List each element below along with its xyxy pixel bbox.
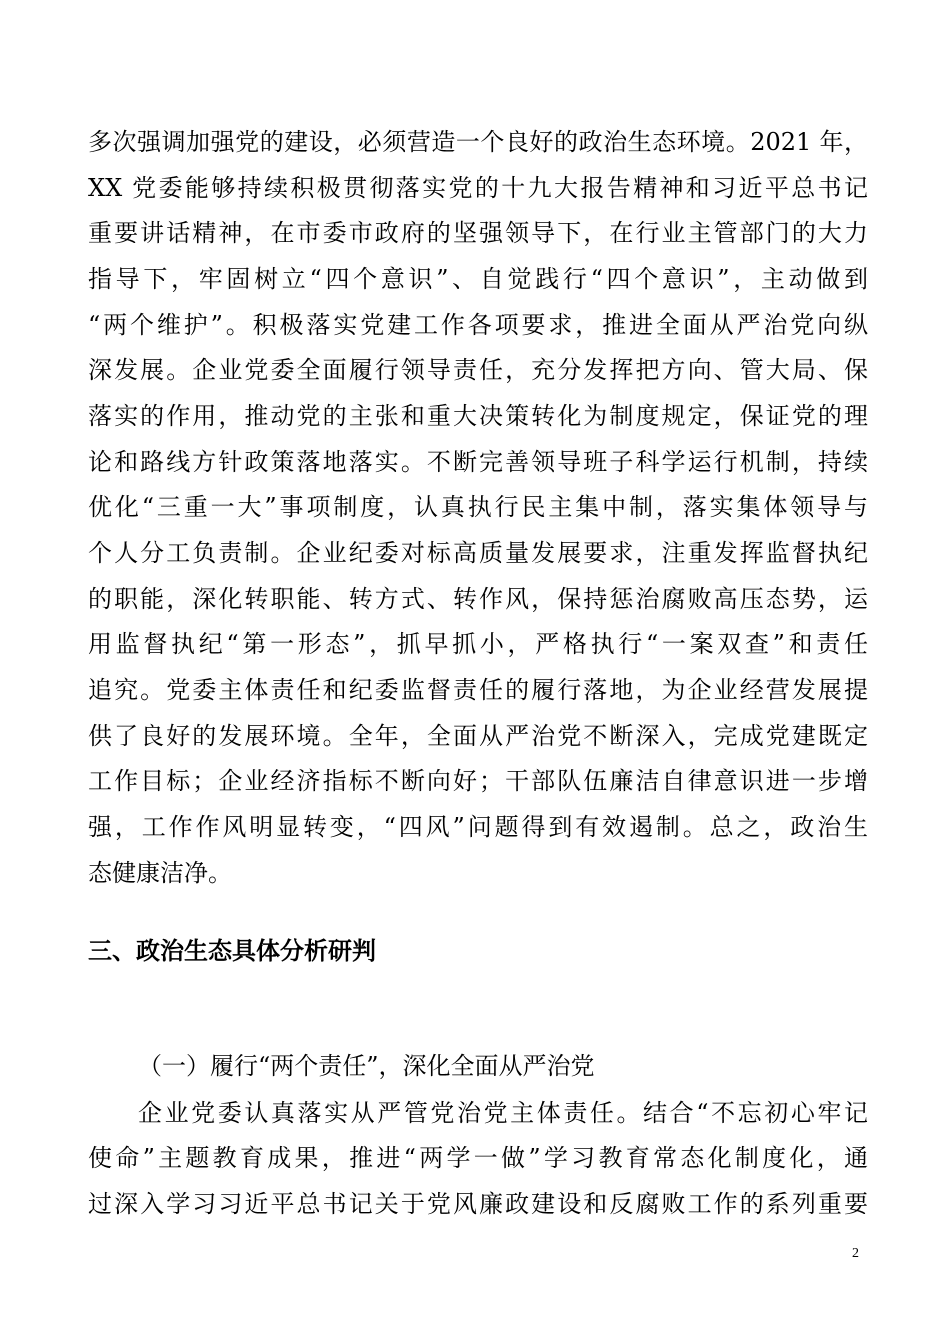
paragraph-line: 论和路线方针政策落地落实。不断完善领导班子科学运行机制，持续 bbox=[88, 448, 868, 476]
paragraph-line: 优化“三重一大”事项制度，认真执行民主集中制，落实集体领导与 bbox=[88, 493, 868, 521]
paragraph-line: “两个维护”。积极落实党建工作各项要求，推进全面从严治党向纵 bbox=[88, 311, 868, 339]
paragraph-line: 企业党委认真落实从严管党治党主体责任。结合“不忘初心牢记 bbox=[138, 1099, 868, 1127]
paragraph-line: 过深入学习习近平总书记关于党风廉政建设和反腐败工作的系列重要 bbox=[88, 1190, 868, 1218]
paragraph-line: 强，工作作风明显转变，“四风”问题得到有效遏制。总之，政治生 bbox=[88, 813, 868, 841]
paragraph-line: 供了良好的发展环境。全年，全面从严治党不断深入，完成党建既定 bbox=[88, 722, 868, 750]
paragraph-line: 指导下，牢固树立“四个意识”、自觉践行“四个意识”，主动做到 bbox=[88, 265, 868, 293]
paragraph-line: 深发展。企业党委全面履行领导责任，充分发挥把方向、管大局、保 bbox=[88, 356, 868, 384]
paragraph-line: 落实的作用，推动党的主张和重大决策转化为制度规定，保证党的理 bbox=[88, 402, 868, 430]
paragraph-line: 使命”主题教育成果，推进“两学一做”学习教育常态化制度化，通 bbox=[88, 1144, 868, 1172]
paragraph-line: 个人分工负责制。企业纪委对标高质量发展要求，注重发挥监督执纪 bbox=[88, 539, 868, 567]
page-number: 2 bbox=[852, 1246, 859, 1261]
paragraph-line: 重要讲话精神，在市委市政府的坚强领导下，在行业主管部门的大力 bbox=[88, 219, 868, 247]
paragraph-line: 态健康洁净。 bbox=[88, 859, 232, 887]
subsection-heading: （一）履行“两个责任”，深化全面从严治党 bbox=[138, 1052, 595, 1080]
paragraph-line: 多次强调加强党的建设，必须营造一个良好的政治生态环境。2021 年， bbox=[88, 128, 868, 156]
paragraph-line: 追究。党委主体责任和纪委监督责任的履行落地，为企业经营发展提 bbox=[88, 676, 868, 704]
paragraph-line: 工作目标；企业经济指标不断向好；干部队伍廉洁自律意识进一步增 bbox=[88, 767, 868, 795]
paragraph-line: 用监督执纪“第一形态”，抓早抓小，严格执行“一案双查”和责任 bbox=[88, 630, 868, 658]
paragraph-line: XX 党委能够持续积极贯彻落实党的十九大报告精神和习近平总书记 bbox=[88, 174, 868, 202]
section-heading: 三、政治生态具体分析研判 bbox=[88, 937, 376, 965]
paragraph-line: 的职能，深化转职能、转方式、转作风，保持惩治腐败高压态势，运 bbox=[88, 585, 868, 613]
